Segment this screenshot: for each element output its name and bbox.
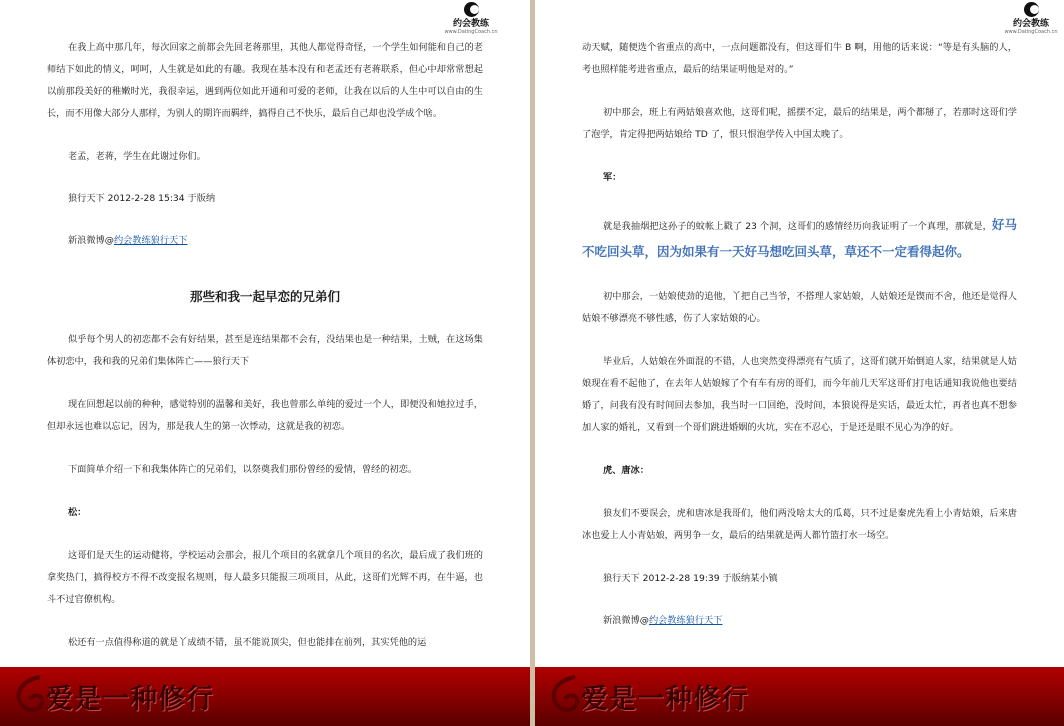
article-title: 那些和我一起早恋的兄弟们 (189, 289, 340, 304)
weibo-link[interactable]: 约会教练狼行天下 (648, 615, 723, 626)
right-page-content (582, 37, 1017, 632)
logo-name: 约会教练 (452, 19, 489, 29)
paragraph: 这哥们是天生的运动健将，学校运动会那会，报几个项目的名就拿几个项目的名次，最后成了我们班的拿奖热门，搞得校方不得不改变报名规则，每人最多只能报三项项目，从此，这哥们光辉不再，在牛逼，也斗不过官僚机构。 (47, 550, 483, 605)
section-label: 松： (68, 507, 87, 518)
swirl-decoration-icon (10, 673, 50, 719)
footer-banner (0, 667, 530, 726)
logo-mark-icon (1024, 2, 1039, 17)
logo-mark-icon (464, 2, 479, 17)
footer-slogan: 爱是一种修行 (581, 684, 749, 715)
weibo-link[interactable]: 约会教练狼行天下 (113, 235, 188, 246)
left-page-content (47, 37, 483, 654)
author-signature: 狼行天下 2012-2-28 15:34 于版纳 (68, 193, 216, 204)
author-signature: 狼行天下 2012-2-28 19:39 于版纳某小镇 (603, 573, 778, 584)
paragraph: 下面简单介绍一下和我集体阵亡的兄弟们，以祭奠我们那份曾经的爱情，曾经的初恋。 (68, 464, 418, 475)
weibo-line (47, 230, 483, 252)
swirl-decoration-icon (545, 673, 585, 719)
dating-coach-logo (440, 2, 502, 35)
logo-url: www.DatingCoach.cn (444, 29, 498, 35)
logo-url: www.DatingCoach.cn (1004, 29, 1058, 35)
weibo-prefix: 新浪微博@ (603, 615, 649, 626)
paragraph: 毕业后，人姑娘在外面混的不错，人也突然变得漂亮有气质了，这哥们就开始倒追人家，结果就是人姑娘现在看不起他了，在去年人姑娘嫁了个有车有房的哥们，而今年前几天军这哥们打电话通知我说他也要结婚了，问我有没有时间回去参加，我当时一口回绝，没时间，本狼说得是实话，最近太忙，再者也真不想参加人家的婚礼，又看到一个哥们跳进婚姻的火坑，实在不忍心，于是还是眼不见心为净的好。 (582, 356, 1017, 433)
section-label: 虎、唐冰： (603, 465, 649, 476)
paragraph: 狼友们不要误会，虎和唐冰是我哥们，他们两没啥太大的瓜葛，只不过是秦虎先看上小青姑娘，后来唐冰也爱上人小青姑娘，两男争一女，最后的结果就是两人都竹篮打水一场空。 (582, 508, 1017, 541)
section-label-song (47, 502, 483, 524)
footer-banner (535, 667, 1064, 726)
paragraph: 松还有一点值得称道的就是丫成绩不错，虽不能说顶尖，但也能排在前列，其实凭他的运 (68, 637, 427, 648)
footer-slogan: 爱是一种修行 (46, 684, 214, 715)
highlight-quote: 好马不吃回头草，因为如果有一天好马想吃回头草，草还不一定看得起你。 (582, 217, 1017, 259)
weibo-line (582, 610, 1017, 632)
paragraph-text: 就是我抽烟把这孙子的蚊帐上戳了 23 个洞，这哥们的感情经历向我证明了一个真理，那就是， (603, 221, 992, 232)
page-left (0, 0, 530, 726)
paragraph: 老孟，老蒋，学生在此谢过你们。 (68, 151, 206, 162)
paragraph-highlight (582, 211, 1017, 265)
page-right (535, 0, 1064, 726)
section-label-hu (582, 460, 1017, 482)
paragraph: 在我上高中那几年，每次回家之前都会先回老蒋那里，其他人都觉得奇怪，一个学生如何能和自己的老师结下如此的情义，呵呵，人生就是如此的有趣。我现在基本没有和老孟还有老蒋联系，但心中却常常想起以前那段美好的稚嫩时光，我很幸运，遇到两位如此开通和可爱的老师，让我在以后的人生中可以自由的生长，而不用像大部分人那样，为别人的期许而羁绊，搞得自己不快乐，最后自己却也没学成个啥。 (47, 42, 483, 119)
logo-name: 约会教练 (1012, 19, 1049, 29)
paragraph: 现在回想起以前的种种，感觉特别的温馨和美好，我也曾那么单纯的爱过一个人，即便没和她拉过手，但却永远也难以忘记，因为，那是我人生的第一次悸动，这就是我的初恋。 (47, 399, 483, 432)
section-label-jun (582, 167, 1017, 189)
paragraph: 初中那会，班上有两姑娘喜欢他，这哥们呢，摇摆不定，最后的结果是，两个都掰了，若那时这哥们学了泡学，肯定得把两姑娘给 TD 了，恨只恨泡学传入中国太晚了。 (582, 107, 1017, 140)
section-label: 军： (603, 172, 622, 183)
paragraph: 动天赋，随便选个省重点的高中，一点问题都没有，但这哥们牛 B 啊，用他的话来说：“等是有头脑的人，考也照样能考进省重点，最后的结果证明他是对的。” (582, 42, 1017, 75)
weibo-prefix: 新浪微博@ (68, 235, 114, 246)
dating-coach-logo (1000, 2, 1062, 35)
paragraph: 似乎每个男人的初恋都不会有好结果，甚至是连结果都不会有，没结果也是一种结果，土贼，在这场集体初恋中，我和我的兄弟们集体阵亡——狼行天下 (47, 334, 483, 367)
paragraph: 初中那会，一姑娘使劲的追他，丫把自己当爷，不搭理人家姑娘，人姑娘还是锲而不舍，他还是觉得人姑娘不够漂亮不够性感，伤了人家姑娘的心。 (582, 291, 1017, 324)
